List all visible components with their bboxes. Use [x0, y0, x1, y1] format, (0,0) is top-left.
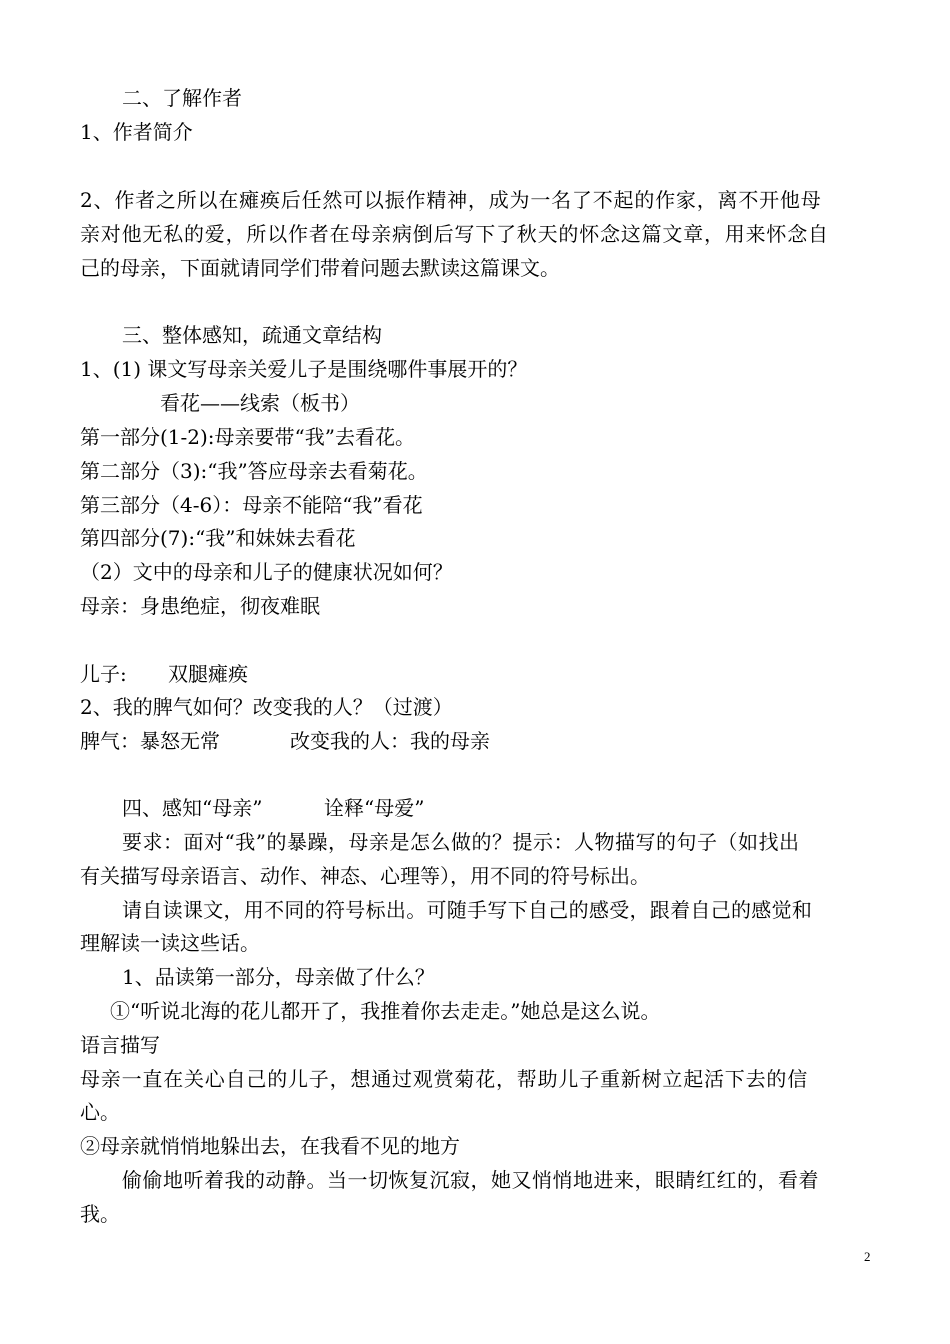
quote-line: ②母亲就悄悄地躲出去，在我看不见的地方 [80, 1134, 460, 1158]
answer-value: 双腿瘫痪 [168, 662, 248, 686]
paragraph-line: 母亲一直在关心自己的儿子，想通过观赏菊花，帮助儿子重新树立起活下去的信 [80, 1067, 808, 1091]
question-line: （2）文中的母亲和儿子的健康状况如何？ [80, 560, 453, 584]
structure-part-4: 第四部分(7):“我”和妹妹去看花 [80, 526, 356, 550]
question-line: 2、我的脾气如何？改变我的人？（过渡） [80, 695, 453, 719]
structure-part-2: 第二部分（3):“我”答应母亲去看菊花。 [80, 459, 428, 483]
paragraph-line: 要求：面对“我”的暴躁，母亲是怎么做的？提示：人物描写的句子（如找出 [122, 830, 800, 854]
section-heading-3: 三、整体感知，疏通文章结构 [122, 323, 382, 347]
answer-line: 脾气：暴怒无常 [80, 729, 220, 753]
paragraph-line: 有关描写母亲语言、动作、神态、心理等），用不同的符号标出。 [80, 864, 650, 888]
subheading-reading-1: 1、品读第一部分，母亲做了什么？ [122, 965, 435, 989]
paragraph-line: 亲对他无私的爱，所以作者在母亲病倒后写下了秋天的怀念这篇文章，用来怀念自 [80, 222, 829, 246]
board-note: 看花——线索（板书） [160, 391, 360, 415]
subheading-author-intro: 1、作者简介 [80, 120, 193, 144]
question-line: 1、(1) 课文写母亲关爱儿子是围绕哪件事展开的？ [80, 357, 528, 381]
quote-line: 我。 [80, 1202, 120, 1226]
answer-line: 母亲：身患绝症，彻夜难眠 [80, 594, 320, 618]
structure-part-1: 第一部分(1-2):母亲要带“我”去看花。 [80, 425, 415, 449]
answer-label: 儿子: [80, 662, 127, 686]
answer-line: 改变我的人：我的母亲 [290, 729, 490, 753]
paragraph-line: 心。 [80, 1100, 120, 1124]
paragraph-line: 己的母亲，下面就请同学们带着问题去默读这篇课文。 [80, 256, 560, 280]
note-line: 语言描写 [80, 1033, 160, 1057]
paragraph-line: 2、作者之所以在瘫痪后任然可以振作精神，成为一名了不起的作家，离不开他母 [80, 188, 822, 212]
page-number: 2 [864, 1249, 871, 1264]
quote-line: 偷偷地听着我的动静。当一切恢复沉寂，她又悄悄地进来，眼睛红红的，看着 [122, 1168, 819, 1192]
section-heading-2: 二、了解作者 [122, 86, 242, 110]
section-heading-4-part: 诠释“母爱” [324, 796, 425, 820]
paragraph-line: 请自读课文，用不同的符号标出。可随手写下自己的感受，跟着自己的感觉和 [122, 898, 813, 922]
paragraph-line: 理解读一读这些话。 [80, 931, 260, 955]
quote-line: ①“听说北海的花儿都开了，我推着你去走走。”她总是这么说。 [110, 999, 661, 1023]
section-heading-4: 四、感知“母亲” [122, 796, 263, 820]
structure-part-3: 第三部分（4-6）：母亲不能陪“我”看花 [80, 493, 423, 517]
